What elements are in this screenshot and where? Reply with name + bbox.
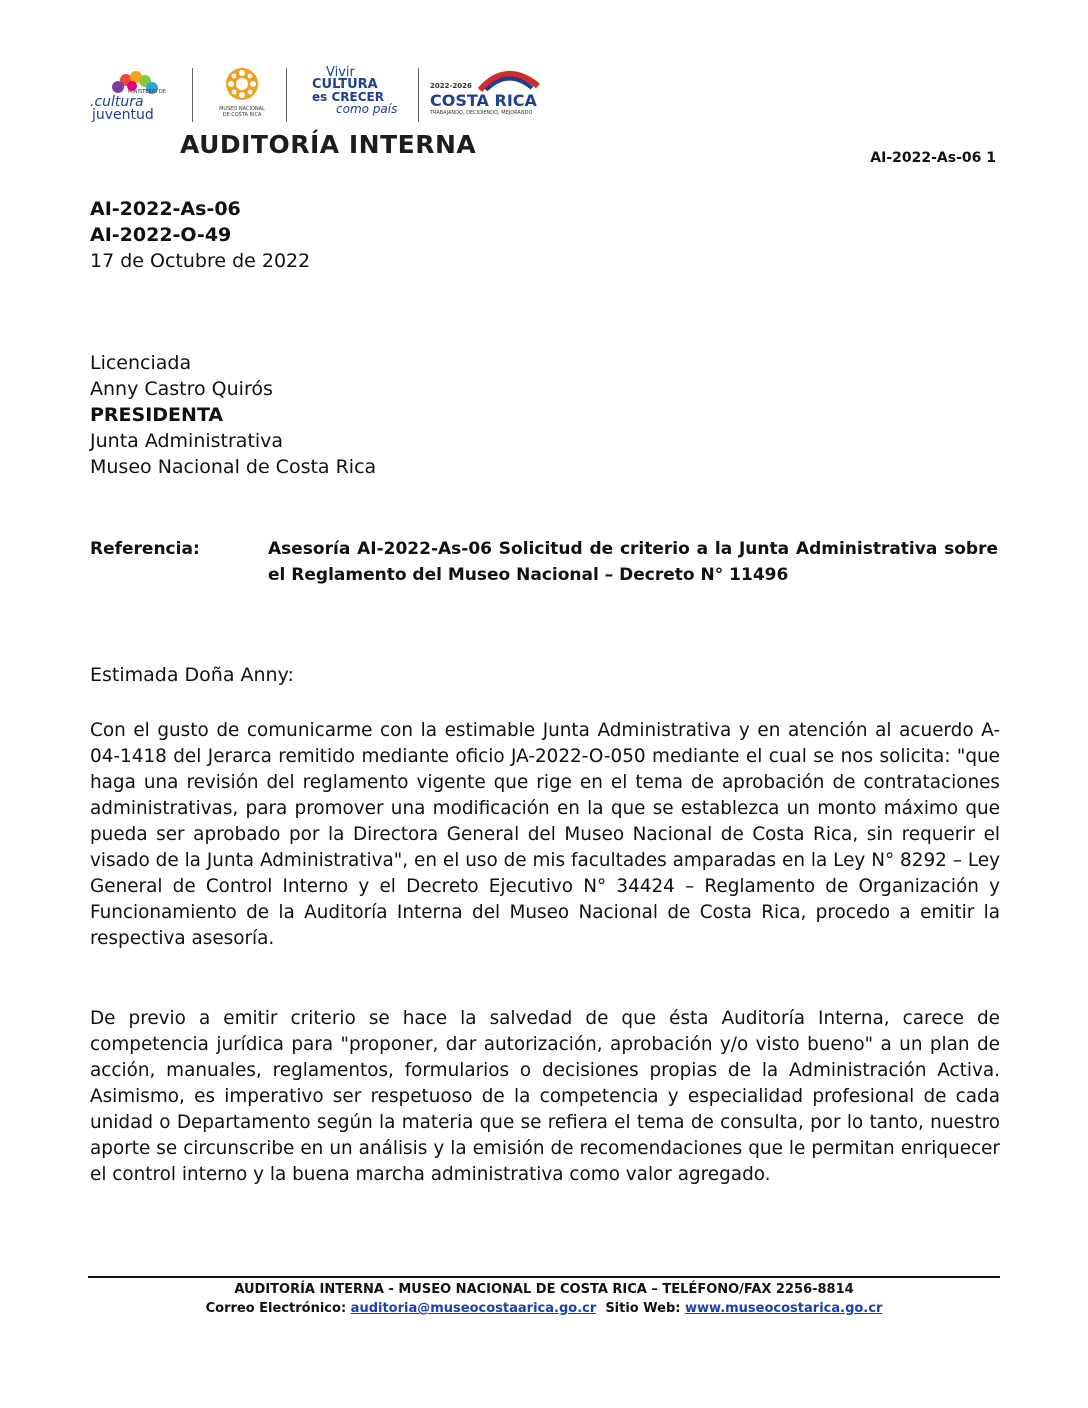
body-paragraph-2: De previo a emitir criterio se hace la salvedad de que ésta Auditoría Interna, carece de competencia jurídica para "proponer, dar autorización, aprobación y/o visto bueno" a un plan de acción, manuales, reglamentos, formularios o decisiones propias de la Administración Activa. Asimismo, es imperativo ser respetuoso de la competencia y especialidad profesional de cada unidad o Departamento según la materia que se refiera el tema de consulta, por lo tanto, nuestro aporte se circunscribe en un análisis y la emisión de recomendaciones que le permitan enriquecer el control interno y la buena marcha administrativa como valor agregado. (90, 1008, 1000, 1185)
cr-tagline: TRABAJANDO, DECIDIENDO, MEJORANDO (430, 110, 533, 116)
museo-line1: MUSEO NACIONAL (219, 106, 265, 112)
logo-divider (192, 68, 193, 122)
email-link[interactable]: auditoria@museocostaarica.go.cr (350, 1301, 597, 1316)
reference-text: Asesoría AI-2022-As-06 Solicitud de criterio a la Junta Administrativa sobre el Reglamento del Museo Nacional – Decreto N° 11496 (268, 539, 998, 585)
footer-divider (88, 1276, 1000, 1278)
cultura-word: .cultura (90, 94, 144, 110)
costa-rica-logo (428, 64, 548, 124)
cr-years: 2022-2026 (430, 82, 472, 90)
reference-as: AI-2022-As-06 (90, 198, 241, 220)
logo-divider (286, 68, 287, 122)
addressee-title: Licenciada (90, 352, 192, 374)
cr-name: COSTA RICA (430, 91, 537, 110)
cultura-small-text: MINISTERIO DE (128, 89, 166, 95)
website-link[interactable]: www.museocostarica.go.cr (685, 1301, 883, 1316)
vivir-word: Vivir (326, 65, 355, 80)
addressee-block (90, 350, 376, 480)
footer-contact: AUDITORÍA INTERNA - MUSEO NACIONAL DE COSTA RICA – TELÉFONO/FAX 2256-8814 (234, 1282, 854, 1297)
auditoria-interna-title: AUDITORÍA INTERNA (180, 130, 477, 159)
vivir-cultura-logo (296, 66, 406, 122)
museo-sun-icon (206, 64, 278, 104)
header-logos (88, 62, 548, 132)
reference-label: Referencia: (90, 539, 200, 559)
addressee-role: PRESIDENTA (90, 404, 224, 426)
ministerio-cultura-logo (88, 66, 178, 124)
reference-oficio: AI-2022-O-49 (90, 224, 232, 246)
email-label: Correo Electrónico: (205, 1301, 347, 1316)
document-references (90, 196, 310, 274)
greeting: Estimada Doña Anny: (90, 664, 294, 686)
cultura-caps-word: CULTURA (312, 77, 378, 92)
page-reference: AI-2022-As-06 1 (870, 150, 996, 166)
footer-links (88, 1301, 1000, 1316)
museo-nacional-logo (206, 64, 278, 124)
addressee-org: Junta Administrativa (90, 430, 284, 452)
web-label: Sitio Web: (605, 1301, 681, 1316)
crecer-word: es CRECER (312, 90, 384, 104)
document-date: 17 de Octubre de 2022 (90, 250, 311, 272)
addressee-name: Anny Castro Quirós (90, 378, 273, 400)
logo-divider (418, 68, 419, 122)
museo-line2: DE COSTA RICA (222, 112, 262, 118)
juventud-word: juventud (92, 107, 154, 123)
como-pais-word: como país (336, 102, 398, 116)
addressee-institution: Museo Nacional de Costa Rica (90, 456, 377, 478)
body-paragraph-1: Con el gusto de comunicarme con la estimable Junta Administrativa y en atención al acuerdo A-04-1418 del Jerarca remitido mediante oficio JA-2022-O-050 mediante el cual se nos solicita: "que haga una revisión del reglamento vigente que rige en el tema de aprobación de contrataciones administrativas, para promover una modificación en la que se establezca un monto máximo que pueda ser aprobado por la Directora General del Museo Nacional de Costa Rica, sin requerir el visado de la Junta Administrativa", en el uso de mis facultades amparadas en la Ley N° 8292 – Ley General de Control Interno y el Decreto Ejecutivo N° 34424 – Reglamento de Organización y Funcionamiento de la Auditoría Interna del Museo Nacional de Costa Rica, procedo a emitir la respectiva asesoría. (90, 720, 1000, 949)
